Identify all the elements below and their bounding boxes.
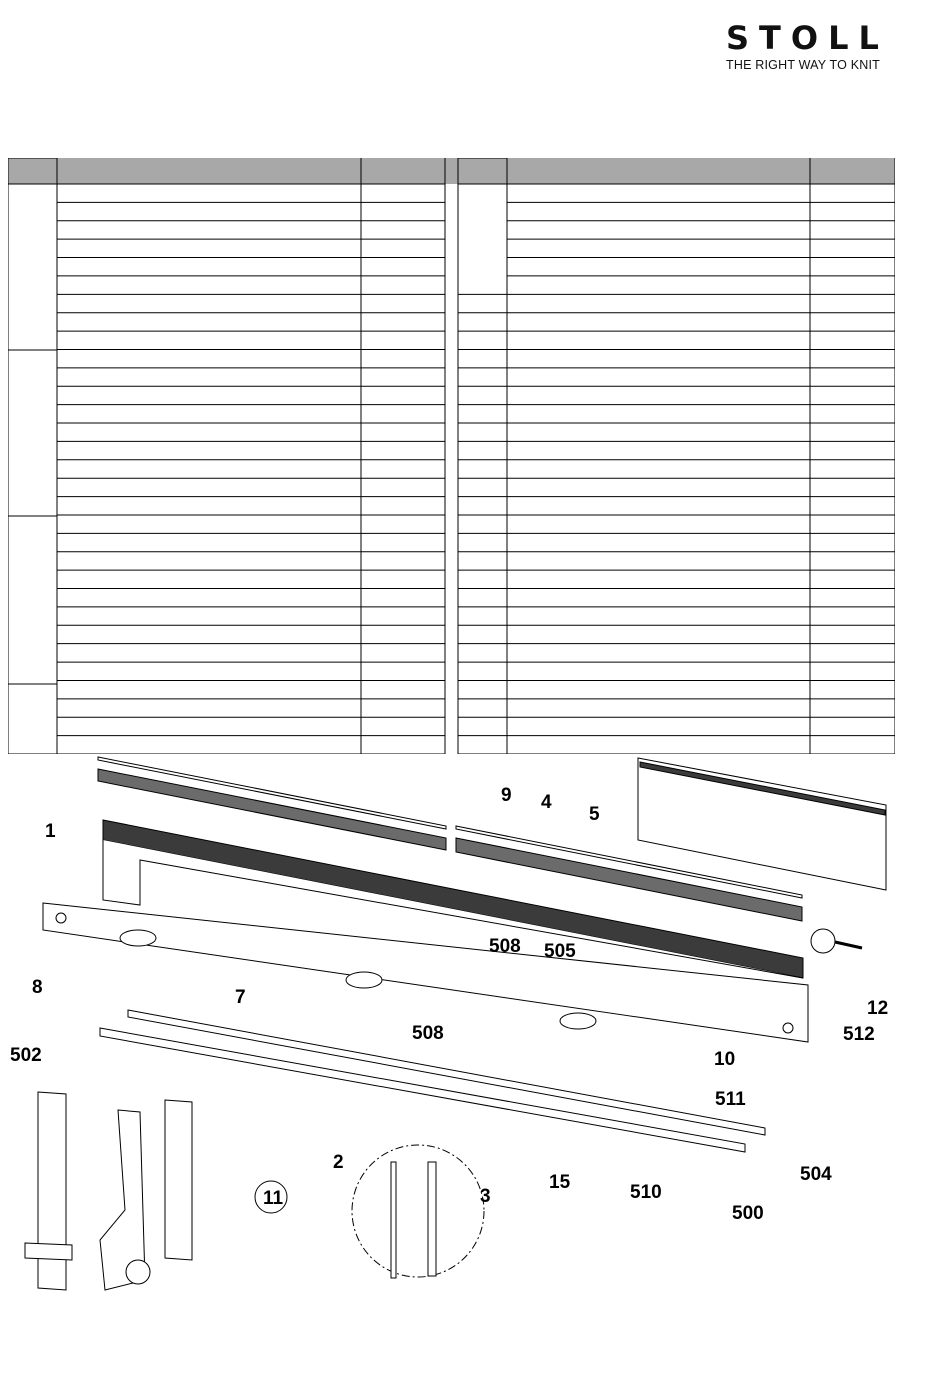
callout-label-504: 504 [800, 1164, 832, 1185]
callout-label-512: 512 [843, 1024, 875, 1045]
exploded-assembly-diagram [0, 752, 950, 1379]
brand-name: STOLL [726, 19, 889, 57]
callout-label-5: 5 [589, 804, 600, 825]
callout-label-4: 4 [541, 792, 552, 813]
callout-label-510: 510 [630, 1182, 662, 1203]
callout-label-11: 11 [263, 1188, 284, 1209]
brand-tagline: THE RIGHT WAY TO KNIT [726, 58, 880, 72]
callout-label-505: 505 [544, 941, 576, 962]
callout-label-10: 10 [714, 1049, 736, 1070]
detail-circle [352, 1145, 484, 1277]
callout-label-8: 8 [32, 977, 43, 998]
callout-label-12: 12 [867, 998, 889, 1019]
parts-table [8, 158, 895, 754]
stoll-logo [726, 18, 896, 72]
callout-label-9: 9 [501, 785, 512, 806]
callout-label-1: 1 [45, 821, 56, 842]
callout-label-502: 502 [10, 1045, 42, 1066]
callout-label-508: 508 [412, 1023, 444, 1044]
table-header [8, 158, 895, 184]
callout-label-511: 511 [715, 1089, 746, 1110]
callout-label-500: 500 [732, 1203, 764, 1224]
callout-label-15: 15 [549, 1172, 571, 1193]
callout-label-2: 2 [333, 1152, 344, 1173]
callout-label-3: 3 [480, 1186, 491, 1207]
callout-label-508: 508 [489, 936, 521, 957]
side-bracket-left [25, 1092, 72, 1290]
side-bracket-right [100, 1100, 192, 1290]
callout-label-7: 7 [235, 987, 246, 1008]
